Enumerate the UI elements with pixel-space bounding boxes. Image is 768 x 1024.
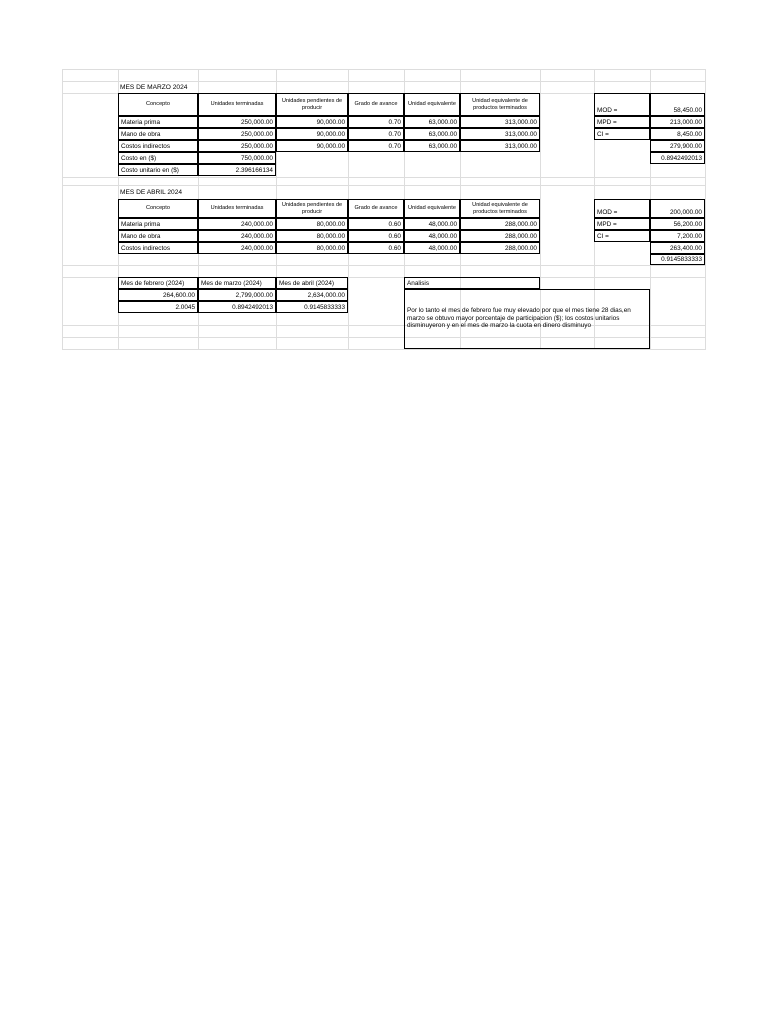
march-cell: 313,000.00: [460, 128, 540, 140]
april-cell: 48,000.00: [404, 242, 460, 254]
april-cell: 80,000.00: [276, 218, 348, 230]
march-header-unidades-terminadas: Unidades terminadas: [198, 93, 276, 116]
summary-ratio: 0.8942492013: [198, 301, 276, 313]
april-side-label: CI =: [594, 230, 650, 242]
march-side-label: CI =: [594, 128, 650, 140]
april-side-value: 7,200.00: [650, 230, 705, 242]
april-header-unidades-pendientes: Unidades pendientes de producir: [276, 199, 348, 218]
march-cell: 90,000.00: [276, 128, 348, 140]
april-cell: 240,000.00: [198, 242, 276, 254]
april-cell: 48,000.00: [404, 230, 460, 242]
summary-header-febrero: Mes de febrero (2024): [118, 277, 198, 289]
april-header-concepto: Concepto: [118, 199, 198, 218]
spreadsheet: [0, 0, 768, 360]
march-cell: 313,000.00: [460, 140, 540, 152]
march-cell: 250,000.00: [198, 140, 276, 152]
april-side-value: 200,000.00: [650, 199, 705, 218]
march-side-total: 279,900.00: [650, 140, 705, 152]
april-cell: 0.60: [348, 230, 404, 242]
april-header-grado-avance: Grado de avance: [348, 199, 404, 218]
april-side-value: 56,200.00: [650, 218, 705, 230]
summary-cost: 2,799,000.00: [198, 289, 276, 301]
april-header-unidad-equivalente: Unidad equivalente: [404, 199, 460, 218]
march-cell: 90,000.00: [276, 140, 348, 152]
april-header-unidades-terminadas: Unidades terminadas: [198, 199, 276, 218]
april-cell: 80,000.00: [276, 242, 348, 254]
march-cost-label: Costo en ($): [118, 152, 198, 164]
analysis-text: Por lo tanto el mes de febrero fue muy elevado por que el mes tiene 28 dias,en marzo se obtuvo mayor porcentaje de participacion ($); los costos unitarios disminuyeron y en el mes de marzo la cuota en dinero disminuyo: [404, 289, 650, 349]
april-cell: 80,000.00: [276, 230, 348, 242]
march-header-concepto: Concepto: [118, 93, 198, 116]
march-row-label: Costos indirectos: [118, 140, 198, 152]
march-row-label: Mano de obra: [118, 128, 198, 140]
summary-cost: 2,634,000.00: [276, 289, 348, 301]
april-side-label: MPD =: [594, 218, 650, 230]
april-cell: 288,000.00: [460, 242, 540, 254]
march-unit-cost-label: Costo unitario en ($): [118, 164, 198, 176]
march-side-value: 8,450.00: [650, 128, 705, 140]
march-side-value: 213,000.00: [650, 116, 705, 128]
march-cell: 250,000.00: [198, 128, 276, 140]
april-row-label: Costos indirectos: [118, 242, 198, 254]
march-header-grado-avance: Grado de avance: [348, 93, 404, 116]
april-cell: 288,000.00: [460, 230, 540, 242]
april-cell: 240,000.00: [198, 218, 276, 230]
april-side-total: 263,400.00: [650, 242, 705, 254]
summary-cost: 264,600.00: [118, 289, 198, 301]
april-cell: 0.60: [348, 242, 404, 254]
march-header-unidad-equivalente: Unidad equivalente: [404, 93, 460, 116]
summary-header-abril: Mes de abril (2024): [276, 277, 348, 289]
april-cell: 240,000.00: [198, 230, 276, 242]
march-cost-value: 750,000.00: [198, 152, 276, 164]
march-cell: 0.70: [348, 128, 404, 140]
march-side-value: 58,450.00: [650, 93, 705, 116]
summary-ratio: 2.0045: [118, 301, 198, 313]
march-side-label: MOD =: [594, 93, 650, 116]
march-unit-cost-value: 2.396166134: [198, 164, 276, 176]
march-side-ratio: 0.8942492013: [650, 152, 705, 164]
april-cell: 0.60: [348, 218, 404, 230]
april-row-label: Materia prima: [118, 218, 198, 230]
march-side-label: MPD =: [594, 116, 650, 128]
march-cell: 63,000.00: [404, 140, 460, 152]
summary-header-marzo: Mes de marzo (2024): [198, 277, 276, 289]
march-title: MES DE MARZO 2024: [120, 84, 188, 91]
march-cell: 250,000.00: [198, 116, 276, 128]
april-side-ratio: 0.9145833333: [650, 254, 705, 265]
summary-ratio: 0.9145833333: [276, 301, 348, 313]
april-header-unidad-equivalente-pt: Unidad equivalente de productos terminados: [460, 199, 540, 218]
april-row-label: Mano de obra: [118, 230, 198, 242]
april-side-label: MOD =: [594, 199, 650, 218]
analysis-label: Analisis: [404, 277, 540, 289]
march-header-unidades-pendientes: Unidades pendientes de producir: [276, 93, 348, 116]
march-cell: 63,000.00: [404, 116, 460, 128]
march-header-unidad-equivalente-pt: Unidad equivalente de productos terminados: [460, 93, 540, 116]
march-cell: 313,000.00: [460, 116, 540, 128]
march-cell: 0.70: [348, 140, 404, 152]
march-cell: 63,000.00: [404, 128, 460, 140]
april-title: MES DE ABRIL 2024: [120, 189, 183, 196]
april-cell: 288,000.00: [460, 218, 540, 230]
april-cell: 48,000.00: [404, 218, 460, 230]
march-cell: 90,000.00: [276, 116, 348, 128]
march-row-label: Materia prima: [118, 116, 198, 128]
march-cell: 0.70: [348, 116, 404, 128]
